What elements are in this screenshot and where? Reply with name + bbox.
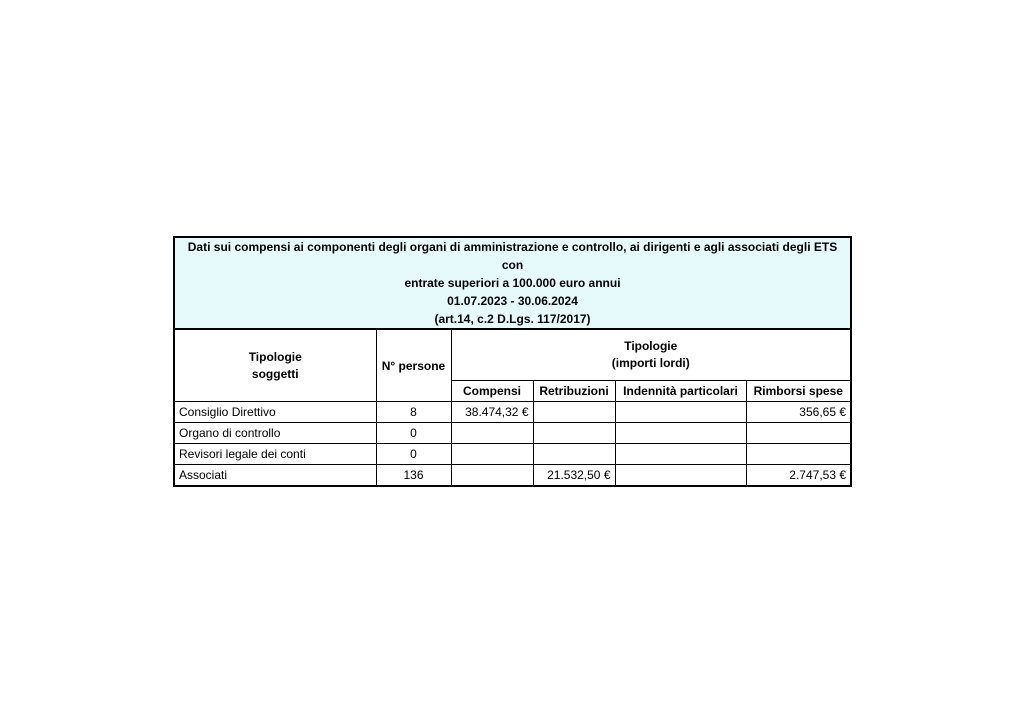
cell-soggetto: Revisori legale dei conti xyxy=(174,444,376,465)
cell-persone: 0 xyxy=(376,423,451,444)
cell-indennita xyxy=(615,465,746,487)
cell-soggetto: Organo di controllo xyxy=(174,423,376,444)
cell-rimborsi: 356,65 € xyxy=(746,402,851,423)
cell-retribuzioni: 21.532,50 € xyxy=(533,465,615,487)
header-indennita: Indennità particolari xyxy=(615,381,746,402)
cell-rimborsi xyxy=(746,423,851,444)
cell-compensi xyxy=(451,444,533,465)
cell-compensi xyxy=(451,465,533,487)
title-line-2: entrate superiori a 100.000 euro annui xyxy=(404,276,621,290)
cell-retribuzioni xyxy=(533,444,615,465)
title-line-1: Dati sui compensi ai componenti degli organi di amministrazione e controllo, ai dirigenti e agli associati degli ETS con xyxy=(187,240,838,272)
cell-retribuzioni xyxy=(533,423,615,444)
cell-soggetto: Consiglio Direttivo xyxy=(174,402,376,423)
table-row xyxy=(174,465,851,487)
cell-compensi: 38.474,32 € xyxy=(451,402,533,423)
table-row xyxy=(174,423,851,444)
cell-soggetto: Associati xyxy=(174,465,376,487)
cell-indennita xyxy=(615,402,746,423)
table-row xyxy=(174,402,851,423)
cell-rimborsi: 2.747,53 € xyxy=(746,465,851,487)
table-row xyxy=(174,444,851,465)
cell-retribuzioni xyxy=(533,402,615,423)
cell-persone: 8 xyxy=(376,402,451,423)
cell-persone: 136 xyxy=(376,465,451,487)
cell-rimborsi xyxy=(746,444,851,465)
header-retribuzioni: Retribuzioni xyxy=(533,381,615,402)
title-reference: (art.14, c.2 D.Lgs. 117/2017) xyxy=(434,312,591,326)
compensation-table xyxy=(173,236,852,487)
header-tipologie-soggetti: Tipologie soggetti xyxy=(174,329,376,402)
table-title xyxy=(174,237,851,329)
cell-persone: 0 xyxy=(376,444,451,465)
header-tipologie-importi: Tipologie (importi lordi) xyxy=(451,329,851,381)
header-n-persone: N° persone xyxy=(376,329,451,402)
cell-compensi xyxy=(451,423,533,444)
header-rimborsi: Rimborsi spese xyxy=(746,381,851,402)
cell-indennita xyxy=(615,444,746,465)
title-period: 01.07.2023 - 30.06.2024 xyxy=(447,294,578,308)
header-compensi: Compensi xyxy=(451,381,533,402)
cell-indennita xyxy=(615,423,746,444)
